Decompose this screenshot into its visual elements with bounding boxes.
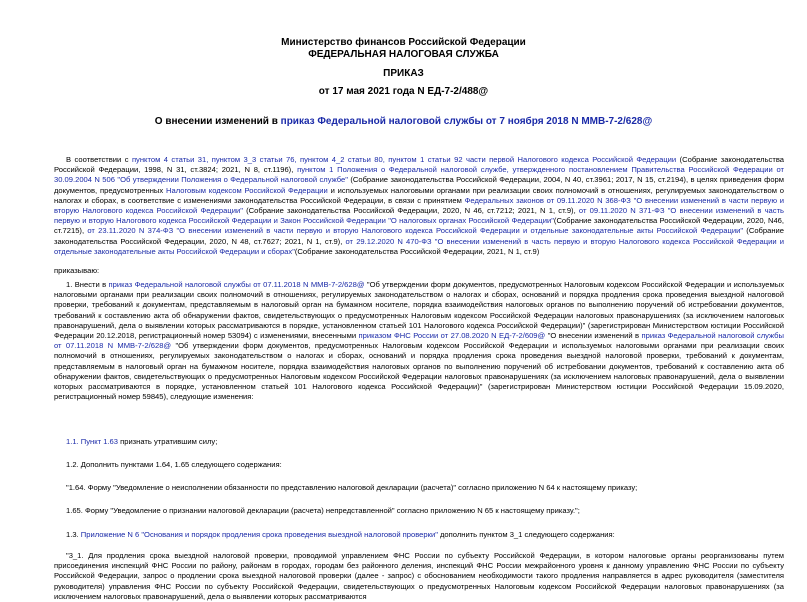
preamble-text: (Собрание законодательства Российской Федерации, 2020, N 48, ст.7627; 2021, N 1, ст.9), — [54, 226, 784, 246]
sub-item-1-1-link[interactable]: 1.1. Пункт 1.63 — [66, 437, 118, 446]
sub-item-1-3 — [54, 530, 784, 540]
preamble-link[interactable]: от 23.11.2020 N 374-ФЗ "О внесении изменений в части первую и вторую Налогового кодекса Российской Федерации и отдельные законодательные акты Российской Федерации" — [87, 226, 744, 236]
sub-item-1-1 — [54, 437, 784, 447]
sub-item-1-3-text: 1.3. — [66, 530, 81, 539]
item-1-text: "О внесении изменений в — [545, 331, 642, 341]
item-1-link[interactable]: приказ Федеральной налоговой службы от 07.11.2018 N ММВ-7-2/628@ — [54, 331, 784, 351]
ministry-heading: Министерство финансов Российской Федерации — [281, 37, 526, 48]
preamble-text: и используемых налоговыми органами при реализации своих полномочий в отношениях, регулируемых законодательством о налогах и сборах, в соответствие с изменениями законодательства Российской Федерации, в связи с принятием — [54, 185, 784, 205]
service-heading: ФЕДЕРАЛЬНАЯ НАЛОГОВАЯ СЛУЖБА — [308, 49, 499, 60]
preamble-link[interactable]: пунктом 4 статьи 31, пунктом 3_3 статьи 76, пунктом 4_2 статьи 80, пунктом 1 статьи 92 части первой Налогового кодекса Российской Федерации — [131, 155, 677, 164]
preamble-link[interactable]: от 29.12.2020 N 470-ФЗ "О внесении изменений в часть первую и вторую Налогового кодекса Российской Федерации и отдельные законодательные акты Российской Федерации и сборах" — [54, 236, 785, 256]
sub-item-1-2: 1.2. Дополнить пунктами 1.64, 1.65 следующего содержания: — [66, 460, 282, 469]
preamble-text: (Собрание законодательства Российской Федерации, 2004, N 40, ст.3961; 2017, N 15, ст.2194), в целях приведения форм документов, предусмотренных — [54, 175, 784, 195]
sub-item-1-3-text: дополнить пунктом 3_1 следующего содержания: — [437, 530, 615, 539]
preamble-paragraph — [54, 155, 784, 257]
sub-item-1-3-link[interactable]: Приложение N 6 "Основания и порядок продления срока проведения выездной налоговой проверки" — [80, 530, 438, 539]
doc-title-prefix: О внесении изменений в — [154, 116, 281, 127]
item-1-link[interactable]: приказом ФНС России от 27.08.2020 N ЕД-7-2/609@ — [358, 331, 546, 341]
sub-item-1-1-text: признать утратившим силу; — [118, 437, 218, 446]
quote-1-64: "1.64. Форму "Уведомление о неисполнении обязанности по представлению налоговой декларации (расчета)" согласно приложению N 64 к настоящему приказу; — [66, 483, 638, 492]
preamble-text: В соответствии с — [66, 155, 132, 164]
item-1-text: "Об утверждении форм документов, предусмотренных Налоговым кодексом Российской Федерации и используемых налоговыми органами при реализации своих полномочий в отношениях, регулируемых законодательством о налогах и сборах, оснований и порядка продления срока проведения выездной налоговой проверки, требований к документам, представляемым в налоговый орган на бумажном носителе, порядка взаимодействия налоговых органов по выполнению поручений об истребовании документов, требований к составлению акта об обнаружении фактов, свидетельствующих о предусмотренных Налоговым кодексом Российской Федерации налоговых правонарушениях (за исключением налоговых правонарушений, дела о выявлении которых рассматриваются в порядке, установленном статьей 101 Налогового кодекса Российской Федерации)" (зарегистрирован Министерством юстиции Российской Федерации 20.12.2018, регистрационный номер 53094) с изменениями, внесенными — [54, 280, 784, 341]
preamble-link[interactable]: Налоговым кодексом Российской Федерации — [166, 185, 328, 195]
preamble-link[interactable]: Федеральных законов от 09.11.2020 N 368-ФЗ "О внесении изменений в части первую и вторую Налогового кодекса Российской Федерации" — [54, 195, 784, 216]
doc-title — [0, 116, 807, 128]
preamble-text: (Собрание законодательства Российской Федерации, 2020, N46, ст.7215), — [54, 216, 784, 236]
doc-type-heading: ПРИКАЗ — [383, 68, 424, 79]
item-1-text: "Об утверждении форм документов, предусмотренных Налоговым кодексом Российской Федерации и используемых налоговыми органами при реализации своих полномочий в отношениях, регулируемых законодательством о налогах и сборах, оснований и порядка продления срока проведения выездной налоговой проверки, требований к документам, представляемым в налоговый орган на бумажном носителе, порядка взаимодействия налоговых органов по выполнению поручений об истребовании документов, требований к составлению акта об обнаружении фактов, свидетельствующих о предусмотренных Налоговым кодексом Российской Федерации налоговых правонарушениях (за исключением налоговых правонарушений, дела о выявлении которых рассматриваются в порядке, установленном статьей 101 Налогового кодекса Российской Федерации)" (зарегистрирован Министерством юстиции Российской Федерации 15.09.2020, регистрационный номер 59845), следующие изменения: — [54, 341, 784, 402]
item-1-paragraph — [54, 280, 784, 402]
doc-date-number: от 17 мая 2021 года N ЕД-7-2/488@ — [318, 86, 489, 97]
preamble-link[interactable]: пунктом 1 Положения о Федеральной налоговой службе, утвержденного постановлением Правительства Российской Федерации от 30.09.2004 N 506 "Об утверждении Положения о Федеральной налоговой службе" — [54, 165, 785, 185]
preamble-text: (Собрание законодательства Российской Федерации, 2020, N 46, ст.7212; 2021, N 1, ст.9), — [242, 206, 579, 216]
quote-3-1: "3_1. Для продления срока выездной налоговой проверки, проводимой управлением ФНС России по субъекту Российской Федерации, в котором налоговые органы реорганизованы путем присоединения инспекций ФНС России по району, районам в городах, городам без районного деления, инспекций ФНС России межрайонного уровня к данному управлению ФНС России по субъекту Российской Федерации, запрос о продлении срока выездной налоговой проверки (далее - запрос) с обоснованием необходимости такого продления направляется в адрес руководителя (заместителя руководителя) управления ФНС России по субъекту Российской Федерации, свидетельствующих о предусмотренных Налоговым кодексом Российской Федерации налоговых правонарушениях (за исключением налоговых правонарушений, дела о выявлении которых рассматриваются — [54, 551, 784, 601]
quote-1-65: 1.65. Форму "Уведомление о признании налоговой декларации (расчета) непредставленной" согласно приложению N 65 к настоящему приказу."; — [66, 506, 580, 515]
item-1-link[interactable]: приказ Федеральной налоговой службы от 07.11.2018 N ММВ-7-2/628@ — [108, 280, 365, 289]
preamble-link[interactable]: от 09.11.2020 N 371-ФЗ "О внесении изменений в часть первую и вторую Налогового кодекса Российской Федерации и Закон Российской Федерации "О налоговых органах Российской Федерации" — [54, 206, 785, 226]
order-word: приказываю: — [54, 266, 100, 275]
preamble-text: (Собрание законодательства Российской Федерации, 1998, N 31, ст.3824; 2021, N 8, ст.1196), — [54, 155, 785, 175]
item-1-text: 1. Внести в — [66, 280, 109, 289]
preamble-text: (Собрание законодательства Российской Федерации, 2021, N 1, ст.9) — [294, 246, 540, 256]
doc-title-link[interactable]: приказ Федеральной налоговой службы от 7 ноября 2018 N ММВ-7-2/628@ — [280, 116, 653, 127]
